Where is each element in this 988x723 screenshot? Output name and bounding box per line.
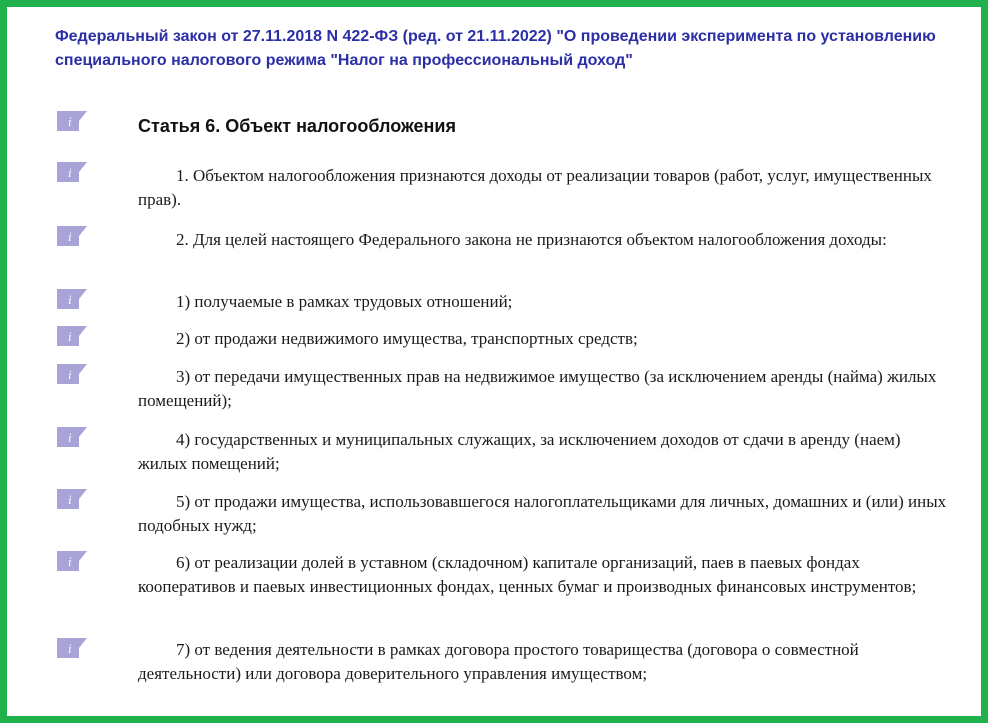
svg-text:i: i — [68, 229, 72, 244]
svg-text:i: i — [68, 430, 72, 445]
article-paragraph: 7) от ведения деятельности в рамках договора простого товарищества (договора о совместной деятельности) или договора доверительного управления имуществом; — [138, 640, 859, 683]
svg-text:i: i — [68, 329, 72, 344]
article-paragraph: 1. Объектом налогообложения признаются доходы от реализации товаров (работ, услуг, имущественных прав). — [138, 166, 932, 209]
article-paragraph: 2. Для целей настоящего Федерального закона не признаются объектом налогообложения доходы: — [176, 230, 887, 249]
info-icon[interactable] — [55, 162, 87, 182]
svg-text:i: i — [68, 641, 72, 656]
info-icon[interactable] — [55, 289, 87, 309]
document-title[interactable]: Федеральный закон от 27.11.2018 N 422-ФЗ (ред. от 21.11.2022) "О проведении эксперимента по установлению специального налогового режима "Налог на профессиональный доход" — [55, 28, 936, 69]
svg-text:i: i — [68, 492, 72, 507]
info-icon[interactable] — [55, 551, 87, 571]
article-paragraph: 4) государственных и муниципальных служащих, за исключением доходов от сдачи в аренду (наем) жилых помещений; — [138, 430, 901, 473]
article-paragraph: 3) от передачи имущественных прав на недвижимое имущество (за исключением аренды (найма) жилых помещений); — [138, 367, 937, 410]
info-icon[interactable] — [55, 427, 87, 447]
info-icon[interactable] — [55, 364, 87, 384]
article-paragraph: 6) от реализации долей в уставном (складочном) капитале организаций, паев в паевых фондах кооперативов и паевых инвестиционных фондах, ценных бумаг и производных финансовых инструментов; — [138, 553, 917, 596]
article-paragraph: 5) от продажи имущества, использовавшегося налогоплательщиками для личных, домашних и (или) иных подобных нужд; — [138, 492, 947, 535]
svg-text:i: i — [68, 165, 72, 180]
svg-text:i: i — [68, 114, 72, 129]
article-heading: Статья 6. Объект налогообложения — [138, 116, 456, 136]
info-icon[interactable] — [55, 226, 87, 246]
info-icon[interactable] — [55, 489, 87, 509]
article-paragraph: 1) получаемые в рамках трудовых отношений; — [176, 292, 513, 311]
info-icon[interactable] — [55, 111, 87, 131]
svg-text:i: i — [68, 367, 72, 382]
svg-text:i: i — [68, 554, 72, 569]
info-icon[interactable] — [55, 638, 87, 658]
svg-text:i: i — [68, 292, 72, 307]
article-paragraph: 2) от продажи недвижимого имущества, транспортных средств; — [176, 329, 638, 348]
info-icon[interactable] — [55, 326, 87, 346]
